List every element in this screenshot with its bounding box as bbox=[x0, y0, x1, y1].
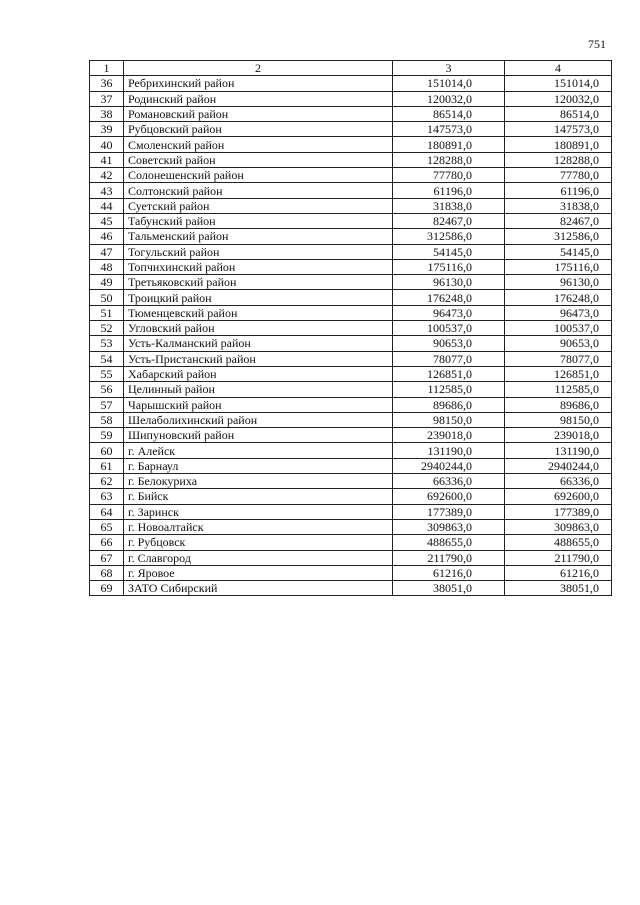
row-number-cell: 55 bbox=[90, 366, 124, 381]
row-number-cell: 47 bbox=[90, 244, 124, 259]
row-number-cell: 68 bbox=[90, 565, 124, 580]
column-header: 4 bbox=[505, 61, 612, 76]
value-cell-col4: 96130,0 bbox=[505, 275, 612, 290]
table-body bbox=[90, 76, 612, 596]
territory-name-cell: Чарышский район bbox=[124, 397, 393, 412]
value-cell-col4: 211790,0 bbox=[505, 550, 612, 565]
value-cell-col3: 147573,0 bbox=[393, 122, 505, 137]
table-row bbox=[90, 275, 612, 290]
value-cell-col4: 38051,0 bbox=[505, 581, 612, 596]
value-cell-col4: 61216,0 bbox=[505, 565, 612, 580]
row-number-cell: 52 bbox=[90, 321, 124, 336]
value-cell-col4: 31838,0 bbox=[505, 198, 612, 213]
row-number-cell: 56 bbox=[90, 382, 124, 397]
value-cell-col4: 131190,0 bbox=[505, 443, 612, 458]
territory-name-cell: Советский район bbox=[124, 152, 393, 167]
value-cell-col4: 488655,0 bbox=[505, 535, 612, 550]
territory-name-cell: Родинский район bbox=[124, 91, 393, 106]
value-cell-col3: 176248,0 bbox=[393, 290, 505, 305]
value-cell-col3: 239018,0 bbox=[393, 428, 505, 443]
value-cell-col4: 312586,0 bbox=[505, 229, 612, 244]
value-cell-col4: 98150,0 bbox=[505, 412, 612, 427]
table-row bbox=[90, 412, 612, 427]
value-cell-col3: 112585,0 bbox=[393, 382, 505, 397]
row-number-cell: 44 bbox=[90, 198, 124, 213]
value-cell-col4: 175116,0 bbox=[505, 259, 612, 274]
value-cell-col4: 90653,0 bbox=[505, 336, 612, 351]
value-cell-col3: 177389,0 bbox=[393, 504, 505, 519]
value-cell-col4: 66336,0 bbox=[505, 474, 612, 489]
table-row bbox=[90, 229, 612, 244]
table-row bbox=[90, 366, 612, 381]
territory-name-cell: Шелаболихинский район bbox=[124, 412, 393, 427]
value-cell-col3: 312586,0 bbox=[393, 229, 505, 244]
value-cell-col4: 78077,0 bbox=[505, 351, 612, 366]
row-number-cell: 61 bbox=[90, 458, 124, 473]
row-number-cell: 38 bbox=[90, 106, 124, 121]
row-number-cell: 53 bbox=[90, 336, 124, 351]
value-cell-col4: 692600,0 bbox=[505, 489, 612, 504]
value-cell-col4: 96473,0 bbox=[505, 305, 612, 320]
territory-name-cell: г. Заринск bbox=[124, 504, 393, 519]
value-cell-col4: 239018,0 bbox=[505, 428, 612, 443]
value-cell-col4: 151014,0 bbox=[505, 76, 612, 91]
territory-name-cell: Рубцовский район bbox=[124, 122, 393, 137]
table-row bbox=[90, 76, 612, 91]
value-cell-col3: 120032,0 bbox=[393, 91, 505, 106]
territory-name-cell: Усть-Пристанский район bbox=[124, 351, 393, 366]
value-cell-col4: 82467,0 bbox=[505, 213, 612, 228]
value-cell-col4: 54145,0 bbox=[505, 244, 612, 259]
value-cell-col3: 96130,0 bbox=[393, 275, 505, 290]
row-number-cell: 60 bbox=[90, 443, 124, 458]
table-row bbox=[90, 443, 612, 458]
table-row bbox=[90, 244, 612, 259]
value-cell-col3: 54145,0 bbox=[393, 244, 505, 259]
row-number-cell: 51 bbox=[90, 305, 124, 320]
row-number-cell: 39 bbox=[90, 122, 124, 137]
row-number-cell: 42 bbox=[90, 168, 124, 183]
value-cell-col4: 112585,0 bbox=[505, 382, 612, 397]
territory-name-cell: г. Яровое bbox=[124, 565, 393, 580]
row-number-cell: 54 bbox=[90, 351, 124, 366]
value-cell-col3: 31838,0 bbox=[393, 198, 505, 213]
value-cell-col4: 180891,0 bbox=[505, 137, 612, 152]
value-cell-col3: 89686,0 bbox=[393, 397, 505, 412]
value-cell-col3: 211790,0 bbox=[393, 550, 505, 565]
value-cell-col4: 86514,0 bbox=[505, 106, 612, 121]
row-number-cell: 36 bbox=[90, 76, 124, 91]
row-number-cell: 67 bbox=[90, 550, 124, 565]
value-cell-col3: 86514,0 bbox=[393, 106, 505, 121]
territory-name-cell: Солонешенский район bbox=[124, 168, 393, 183]
table-row bbox=[90, 489, 612, 504]
row-number-cell: 37 bbox=[90, 91, 124, 106]
row-number-cell: 63 bbox=[90, 489, 124, 504]
data-table bbox=[89, 60, 612, 596]
territory-name-cell: Смоленский район bbox=[124, 137, 393, 152]
value-cell-col3: 98150,0 bbox=[393, 412, 505, 427]
table-row bbox=[90, 428, 612, 443]
value-cell-col4: 177389,0 bbox=[505, 504, 612, 519]
value-cell-col3: 61196,0 bbox=[393, 183, 505, 198]
territory-name-cell: Усть-Калманский район bbox=[124, 336, 393, 351]
territory-name-cell: Топчихинский район bbox=[124, 259, 393, 274]
territory-name-cell: Угловский район bbox=[124, 321, 393, 336]
table-row bbox=[90, 550, 612, 565]
value-cell-col4: 309863,0 bbox=[505, 519, 612, 534]
row-number-cell: 49 bbox=[90, 275, 124, 290]
territory-name-cell: Суетский район bbox=[124, 198, 393, 213]
territory-name-cell: Романовский район bbox=[124, 106, 393, 121]
column-header: 3 bbox=[393, 61, 505, 76]
value-cell-col3: 66336,0 bbox=[393, 474, 505, 489]
row-number-cell: 57 bbox=[90, 397, 124, 412]
table-row bbox=[90, 351, 612, 366]
table-row bbox=[90, 168, 612, 183]
row-number-cell: 43 bbox=[90, 183, 124, 198]
row-number-cell: 50 bbox=[90, 290, 124, 305]
territory-name-cell: г. Новоалтайск bbox=[124, 519, 393, 534]
value-cell-col4: 176248,0 bbox=[505, 290, 612, 305]
value-cell-col3: 78077,0 bbox=[393, 351, 505, 366]
value-cell-col3: 126851,0 bbox=[393, 366, 505, 381]
value-cell-col4: 61196,0 bbox=[505, 183, 612, 198]
table-row bbox=[90, 106, 612, 121]
table-row bbox=[90, 305, 612, 320]
territory-name-cell: г. Белокуриха bbox=[124, 474, 393, 489]
row-number-cell: 41 bbox=[90, 152, 124, 167]
territory-name-cell: Тальменский район bbox=[124, 229, 393, 244]
value-cell-col4: 77780,0 bbox=[505, 168, 612, 183]
territory-name-cell: г. Барнаул bbox=[124, 458, 393, 473]
value-cell-col4: 147573,0 bbox=[505, 122, 612, 137]
value-cell-col3: 175116,0 bbox=[393, 259, 505, 274]
table-row bbox=[90, 397, 612, 412]
territory-name-cell: Солтонский район bbox=[124, 183, 393, 198]
row-number-cell: 64 bbox=[90, 504, 124, 519]
territory-name-cell: Ребрихинский район bbox=[124, 76, 393, 91]
table-row bbox=[90, 290, 612, 305]
column-header: 2 bbox=[124, 61, 393, 76]
table-row bbox=[90, 336, 612, 351]
value-cell-col3: 309863,0 bbox=[393, 519, 505, 534]
table-header-row bbox=[90, 61, 612, 76]
table-row bbox=[90, 474, 612, 489]
table-row bbox=[90, 122, 612, 137]
row-number-cell: 48 bbox=[90, 259, 124, 274]
table-row bbox=[90, 382, 612, 397]
value-cell-col3: 90653,0 bbox=[393, 336, 505, 351]
table-row bbox=[90, 213, 612, 228]
territory-name-cell: г. Алейск bbox=[124, 443, 393, 458]
table-row bbox=[90, 504, 612, 519]
territory-name-cell: Целинный район bbox=[124, 382, 393, 397]
value-cell-col3: 692600,0 bbox=[393, 489, 505, 504]
territory-name-cell: ЗАТО Сибирский bbox=[124, 581, 393, 596]
table-row bbox=[90, 565, 612, 580]
value-cell-col3: 131190,0 bbox=[393, 443, 505, 458]
territory-name-cell: г. Бийск bbox=[124, 489, 393, 504]
value-cell-col3: 151014,0 bbox=[393, 76, 505, 91]
row-number-cell: 40 bbox=[90, 137, 124, 152]
value-cell-col3: 82467,0 bbox=[393, 213, 505, 228]
table-row bbox=[90, 183, 612, 198]
value-cell-col3: 100537,0 bbox=[393, 321, 505, 336]
value-cell-col3: 2940244,0 bbox=[393, 458, 505, 473]
table-row bbox=[90, 198, 612, 213]
value-cell-col3: 128288,0 bbox=[393, 152, 505, 167]
value-cell-col4: 128288,0 bbox=[505, 152, 612, 167]
row-number-cell: 45 bbox=[90, 213, 124, 228]
table-row bbox=[90, 458, 612, 473]
value-cell-col3: 61216,0 bbox=[393, 565, 505, 580]
territory-name-cell: Тюменцевский район bbox=[124, 305, 393, 320]
row-number-cell: 65 bbox=[90, 519, 124, 534]
value-cell-col4: 89686,0 bbox=[505, 397, 612, 412]
value-cell-col4: 2940244,0 bbox=[505, 458, 612, 473]
territory-name-cell: г. Рубцовск bbox=[124, 535, 393, 550]
row-number-cell: 62 bbox=[90, 474, 124, 489]
table-row bbox=[90, 519, 612, 534]
table-row bbox=[90, 581, 612, 596]
territory-name-cell: Табунский район bbox=[124, 213, 393, 228]
column-header: 1 bbox=[90, 61, 124, 76]
row-number-cell: 59 bbox=[90, 428, 124, 443]
table-row bbox=[90, 152, 612, 167]
value-cell-col3: 488655,0 bbox=[393, 535, 505, 550]
territory-name-cell: Третьяковский район bbox=[124, 275, 393, 290]
territory-name-cell: г. Славгород bbox=[124, 550, 393, 565]
territory-name-cell: Троицкий район bbox=[124, 290, 393, 305]
row-number-cell: 66 bbox=[90, 535, 124, 550]
value-cell-col3: 96473,0 bbox=[393, 305, 505, 320]
page-number: 751 bbox=[588, 37, 606, 51]
row-number-cell: 46 bbox=[90, 229, 124, 244]
territory-name-cell: Шипуновский район bbox=[124, 428, 393, 443]
territory-name-cell: Тогульский район bbox=[124, 244, 393, 259]
table-row bbox=[90, 535, 612, 550]
value-cell-col3: 77780,0 bbox=[393, 168, 505, 183]
row-number-cell: 69 bbox=[90, 581, 124, 596]
table-row bbox=[90, 91, 612, 106]
row-number-cell: 58 bbox=[90, 412, 124, 427]
table-row bbox=[90, 259, 612, 274]
value-cell-col3: 38051,0 bbox=[393, 581, 505, 596]
value-cell-col3: 180891,0 bbox=[393, 137, 505, 152]
value-cell-col4: 120032,0 bbox=[505, 91, 612, 106]
table-row bbox=[90, 321, 612, 336]
value-cell-col4: 126851,0 bbox=[505, 366, 612, 381]
value-cell-col4: 100537,0 bbox=[505, 321, 612, 336]
table-row bbox=[90, 137, 612, 152]
territory-name-cell: Хабарский район bbox=[124, 366, 393, 381]
